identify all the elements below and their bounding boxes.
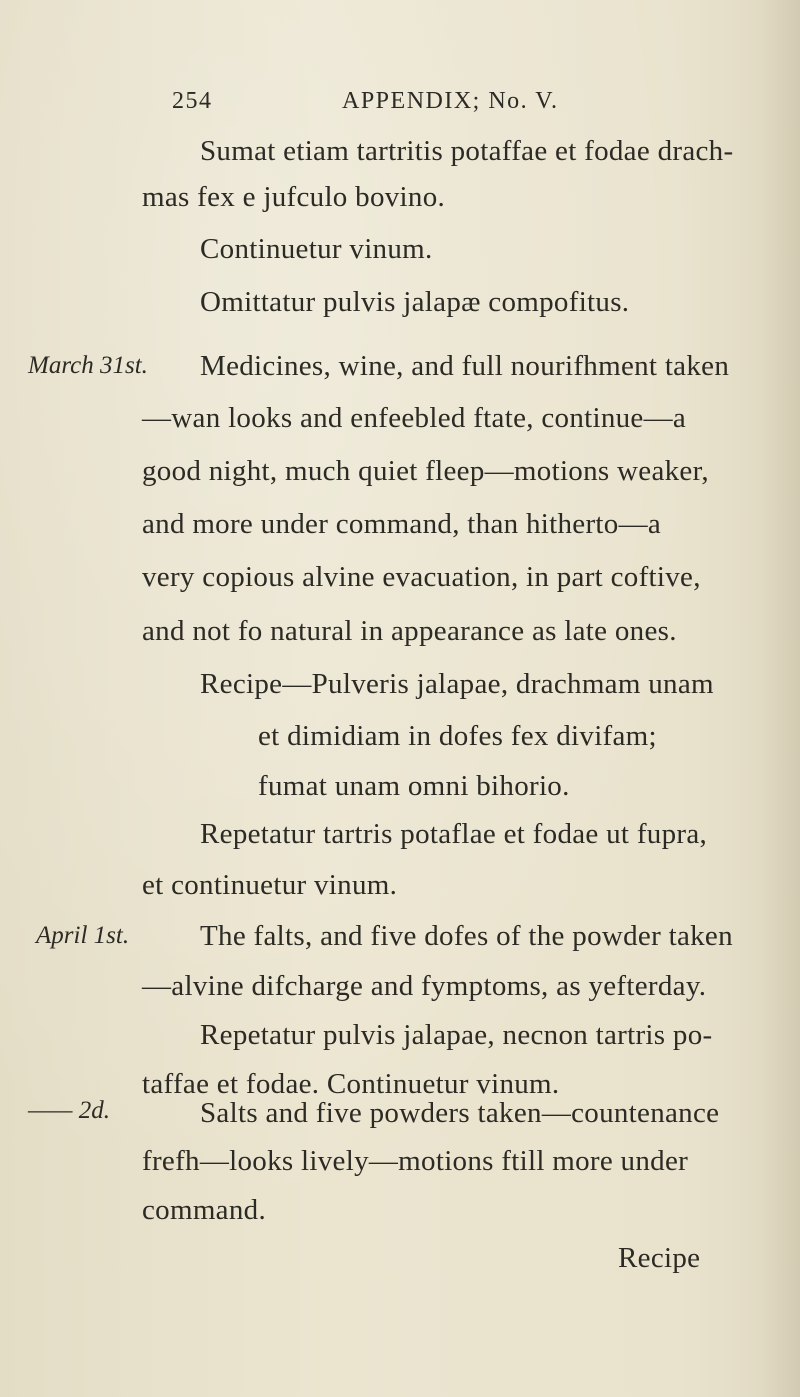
text-line: good night, much quiet fleep—motions weaker, bbox=[142, 455, 709, 487]
text-line: Continuetur vinum. bbox=[200, 233, 433, 265]
margin-date-april-1: April 1st. bbox=[36, 922, 130, 949]
text-line: taffae et fodae. Continuetur vinum. bbox=[142, 1068, 560, 1100]
text-line: mas fex e jufculo bovino. bbox=[142, 181, 446, 213]
text-line: Sumat etiam tartritis potaffae et fodae drach- bbox=[200, 135, 734, 167]
text-line: —alvine difcharge and fymptoms, as yefterday. bbox=[142, 970, 707, 1002]
text-line: fumat unam omni bihorio. bbox=[258, 770, 570, 802]
page-number: 254 bbox=[172, 88, 213, 114]
running-title: APPENDIX; No. V. bbox=[342, 88, 559, 114]
text-line: frefh—looks lively—motions ftill more under bbox=[142, 1145, 689, 1177]
text-line: and not fo natural in appearance as late ones. bbox=[142, 615, 677, 647]
text-line: Medicines, wine, and full nourifhment taken bbox=[200, 350, 730, 382]
text-line: Salts and five powders taken—countenance bbox=[200, 1097, 720, 1129]
margin-date-march-31: March 31st. bbox=[28, 352, 148, 379]
text-line: Repetatur tartris potaflae et fodae ut fupra, bbox=[200, 818, 708, 850]
text-line: Omittatur pulvis jalapæ compofitus. bbox=[200, 286, 630, 318]
text-line: and more under command, than hitherto—a bbox=[142, 508, 662, 540]
text-line: et dimidiam in dofes fex divifam; bbox=[258, 720, 657, 752]
catchword: Recipe bbox=[618, 1242, 701, 1274]
text-line: very copious alvine evacuation, in part coftive, bbox=[142, 561, 701, 593]
text-line: et continuetur vinum. bbox=[142, 869, 398, 901]
text-line: The falts, and five dofes of the powder taken bbox=[200, 920, 733, 952]
margin-date-april-2: —— 2d. bbox=[28, 1097, 110, 1124]
text-line: —wan looks and enfeebled ftate, continue—a bbox=[142, 402, 687, 434]
text-line: Recipe—Pulveris jalapae, drachmam unam bbox=[200, 668, 714, 700]
text-line: Repetatur pulvis jalapae, necnon tartris po- bbox=[200, 1019, 713, 1051]
text-line: command. bbox=[142, 1194, 267, 1226]
page-edge-shadow bbox=[760, 0, 800, 1397]
